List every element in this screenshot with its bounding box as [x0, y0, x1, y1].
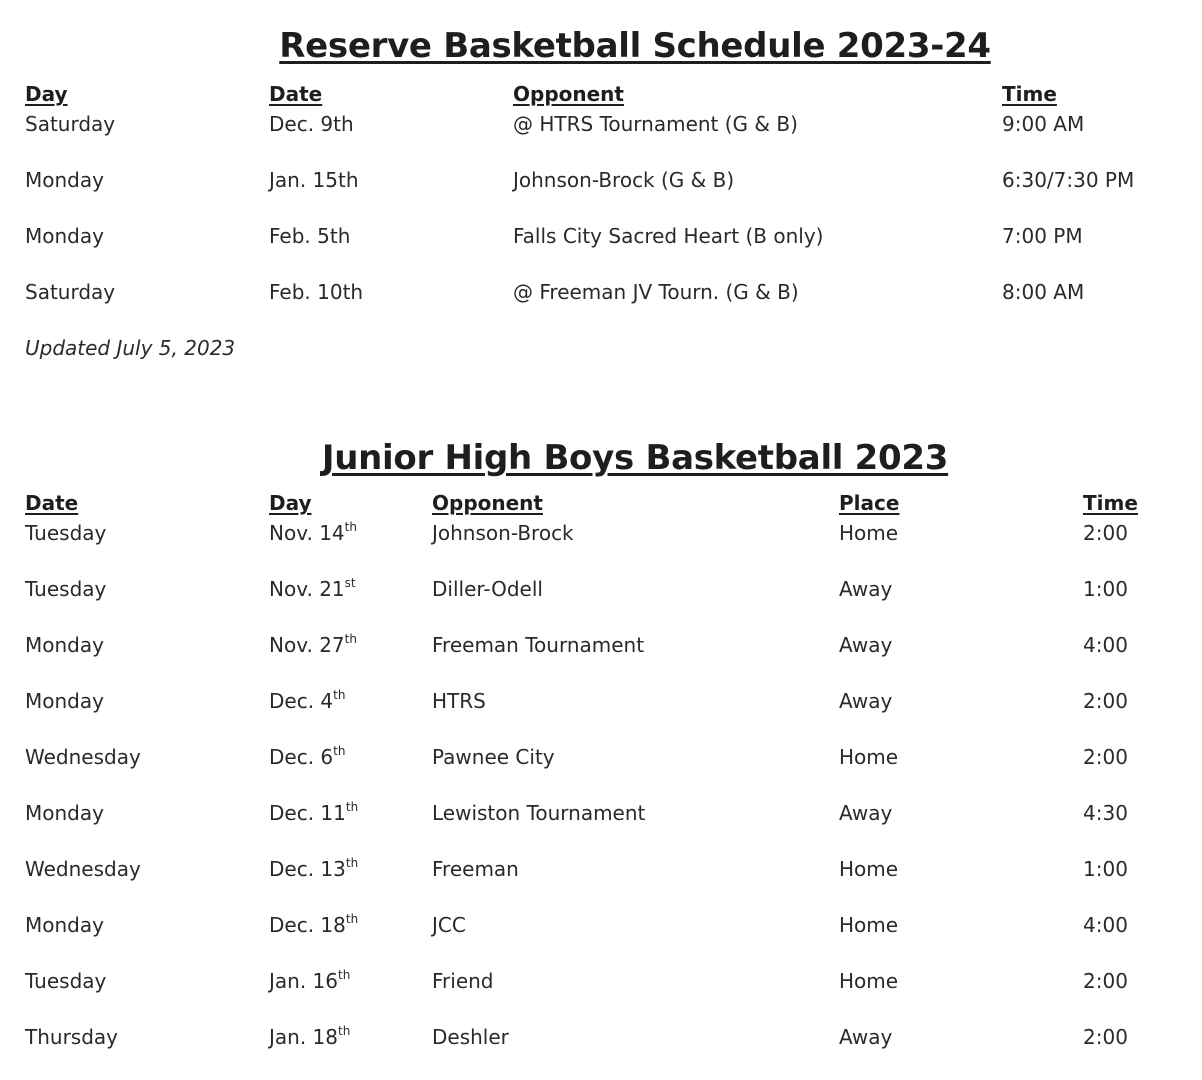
cell-time: 2:00	[1083, 1025, 1128, 1049]
cell-place: Home	[839, 913, 899, 937]
cell-date-suffix: th	[344, 632, 357, 646]
cell-opponent: Freeman Tournament	[432, 633, 645, 657]
jh-header-date: Date	[25, 491, 79, 515]
cell-time: 6:30/7:30 PM	[1002, 168, 1135, 192]
reserve-header-day: Day	[25, 82, 68, 106]
cell-time: 2:00	[1083, 969, 1128, 993]
cell-weekday: Wednesday	[25, 857, 141, 881]
cell-date-suffix: th	[338, 968, 351, 982]
cell-weekday: Monday	[25, 913, 104, 937]
cell-date-text: Nov. 27	[269, 633, 345, 657]
cell-opponent: @ HTRS Tournament (G & B)	[513, 112, 798, 136]
cell-time: 4:30	[1083, 801, 1128, 825]
jh-header-time: Time	[1083, 491, 1138, 515]
cell-date-text: Nov. 21	[269, 577, 345, 601]
cell-opponent: HTRS	[432, 689, 486, 713]
jh-header-place: Place	[839, 491, 900, 515]
cell-date-suffix: th	[344, 520, 357, 534]
cell-date: Feb. 5th	[269, 224, 351, 248]
cell-place: Away	[839, 689, 893, 713]
cell-time: 8:00 AM	[1002, 280, 1085, 304]
cell-weekday: Tuesday	[25, 521, 107, 545]
cell-date-text: Dec. 11	[269, 801, 346, 825]
cell-time: 4:00	[1083, 633, 1128, 657]
jh-header-day: Day	[269, 491, 312, 515]
cell-opponent: Diller-Odell	[432, 577, 543, 601]
cell-day: Monday	[25, 224, 104, 248]
cell-date-text: Dec. 13	[269, 857, 346, 881]
jh-header-opponent: Opponent	[432, 491, 543, 515]
updated-note: Updated July 5, 2023	[25, 336, 236, 360]
cell-day: Monday	[25, 168, 104, 192]
cell-date-text: Jan. 16	[269, 969, 338, 993]
cell-time: 2:00	[1083, 689, 1128, 713]
cell-opponent: Freeman	[432, 857, 519, 881]
cell-day: Saturday	[25, 280, 116, 304]
cell-opponent: Johnson-Brock (G & B)	[513, 168, 735, 192]
cell-opponent: Friend	[432, 969, 494, 993]
cell-opponent: Pawnee City	[432, 745, 555, 769]
cell-date-suffix: th	[333, 744, 346, 758]
cell-date	[269, 633, 357, 657]
cell-opponent: Falls City Sacred Heart (B only)	[513, 224, 824, 248]
cell-date-suffix: th	[345, 800, 359, 814]
cell-weekday: Monday	[25, 689, 104, 713]
cell-opponent: Deshler	[432, 1025, 509, 1049]
cell-date	[269, 969, 350, 993]
reserve-header-date: Date	[269, 82, 323, 106]
cell-opponent: Lewiston Tournament	[432, 801, 646, 825]
cell-date-suffix: st	[344, 576, 356, 590]
cell-date	[269, 913, 358, 937]
cell-date: Feb. 10th	[269, 280, 364, 304]
cell-opponent: @ Freeman JV Tourn. (G & B)	[513, 280, 799, 304]
cell-date-text: Jan. 18	[269, 1025, 338, 1049]
cell-place: Away	[839, 801, 893, 825]
cell-weekday: Monday	[25, 633, 104, 657]
cell-weekday: Tuesday	[25, 969, 107, 993]
cell-opponent: JCC	[432, 913, 466, 937]
cell-time: 2:00	[1083, 745, 1128, 769]
cell-date	[269, 577, 356, 601]
cell-date-text: Dec. 6	[269, 745, 334, 769]
cell-time: 7:00 PM	[1002, 224, 1083, 248]
cell-date-text: Nov. 14	[269, 521, 345, 545]
cell-weekday: Thursday	[25, 1025, 118, 1049]
cell-place: Away	[839, 633, 893, 657]
cell-date: Jan. 15th	[269, 168, 359, 192]
reserve-header-opponent: Opponent	[513, 82, 624, 106]
cell-weekday: Tuesday	[25, 577, 107, 601]
junior-high-schedule-title: Junior High Boys Basketball 2023	[321, 438, 949, 478]
cell-weekday: Wednesday	[25, 745, 141, 769]
cell-time: 1:00	[1083, 577, 1128, 601]
cell-time: 9:00 AM	[1002, 112, 1085, 136]
cell-place: Away	[839, 1025, 893, 1049]
cell-place: Away	[839, 577, 893, 601]
cell-date	[269, 745, 345, 769]
cell-place: Home	[839, 969, 899, 993]
cell-place: Home	[839, 521, 899, 545]
cell-time: 1:00	[1083, 857, 1128, 881]
cell-time: 4:00	[1083, 913, 1128, 937]
cell-weekday: Monday	[25, 801, 104, 825]
cell-date-suffix: th	[345, 912, 359, 926]
cell-date	[269, 521, 357, 545]
cell-date	[269, 801, 358, 825]
cell-date	[269, 689, 345, 713]
cell-date	[269, 857, 358, 881]
reserve-schedule-title: Reserve Basketball Schedule 2023-24	[279, 26, 991, 66]
cell-date-text: Dec. 18	[269, 913, 346, 937]
cell-date-suffix: th	[333, 688, 346, 702]
cell-date	[269, 1025, 350, 1049]
cell-place: Home	[839, 857, 899, 881]
cell-date-suffix: th	[345, 856, 359, 870]
cell-date: Dec. 9th	[269, 112, 354, 136]
cell-date-text: Dec. 4	[269, 689, 334, 713]
cell-time: 2:00	[1083, 521, 1128, 545]
cell-date-suffix: th	[338, 1024, 351, 1038]
reserve-header-time: Time	[1002, 82, 1057, 106]
cell-opponent: Johnson-Brock	[432, 521, 574, 545]
cell-day: Saturday	[25, 112, 116, 136]
cell-place: Home	[839, 745, 899, 769]
